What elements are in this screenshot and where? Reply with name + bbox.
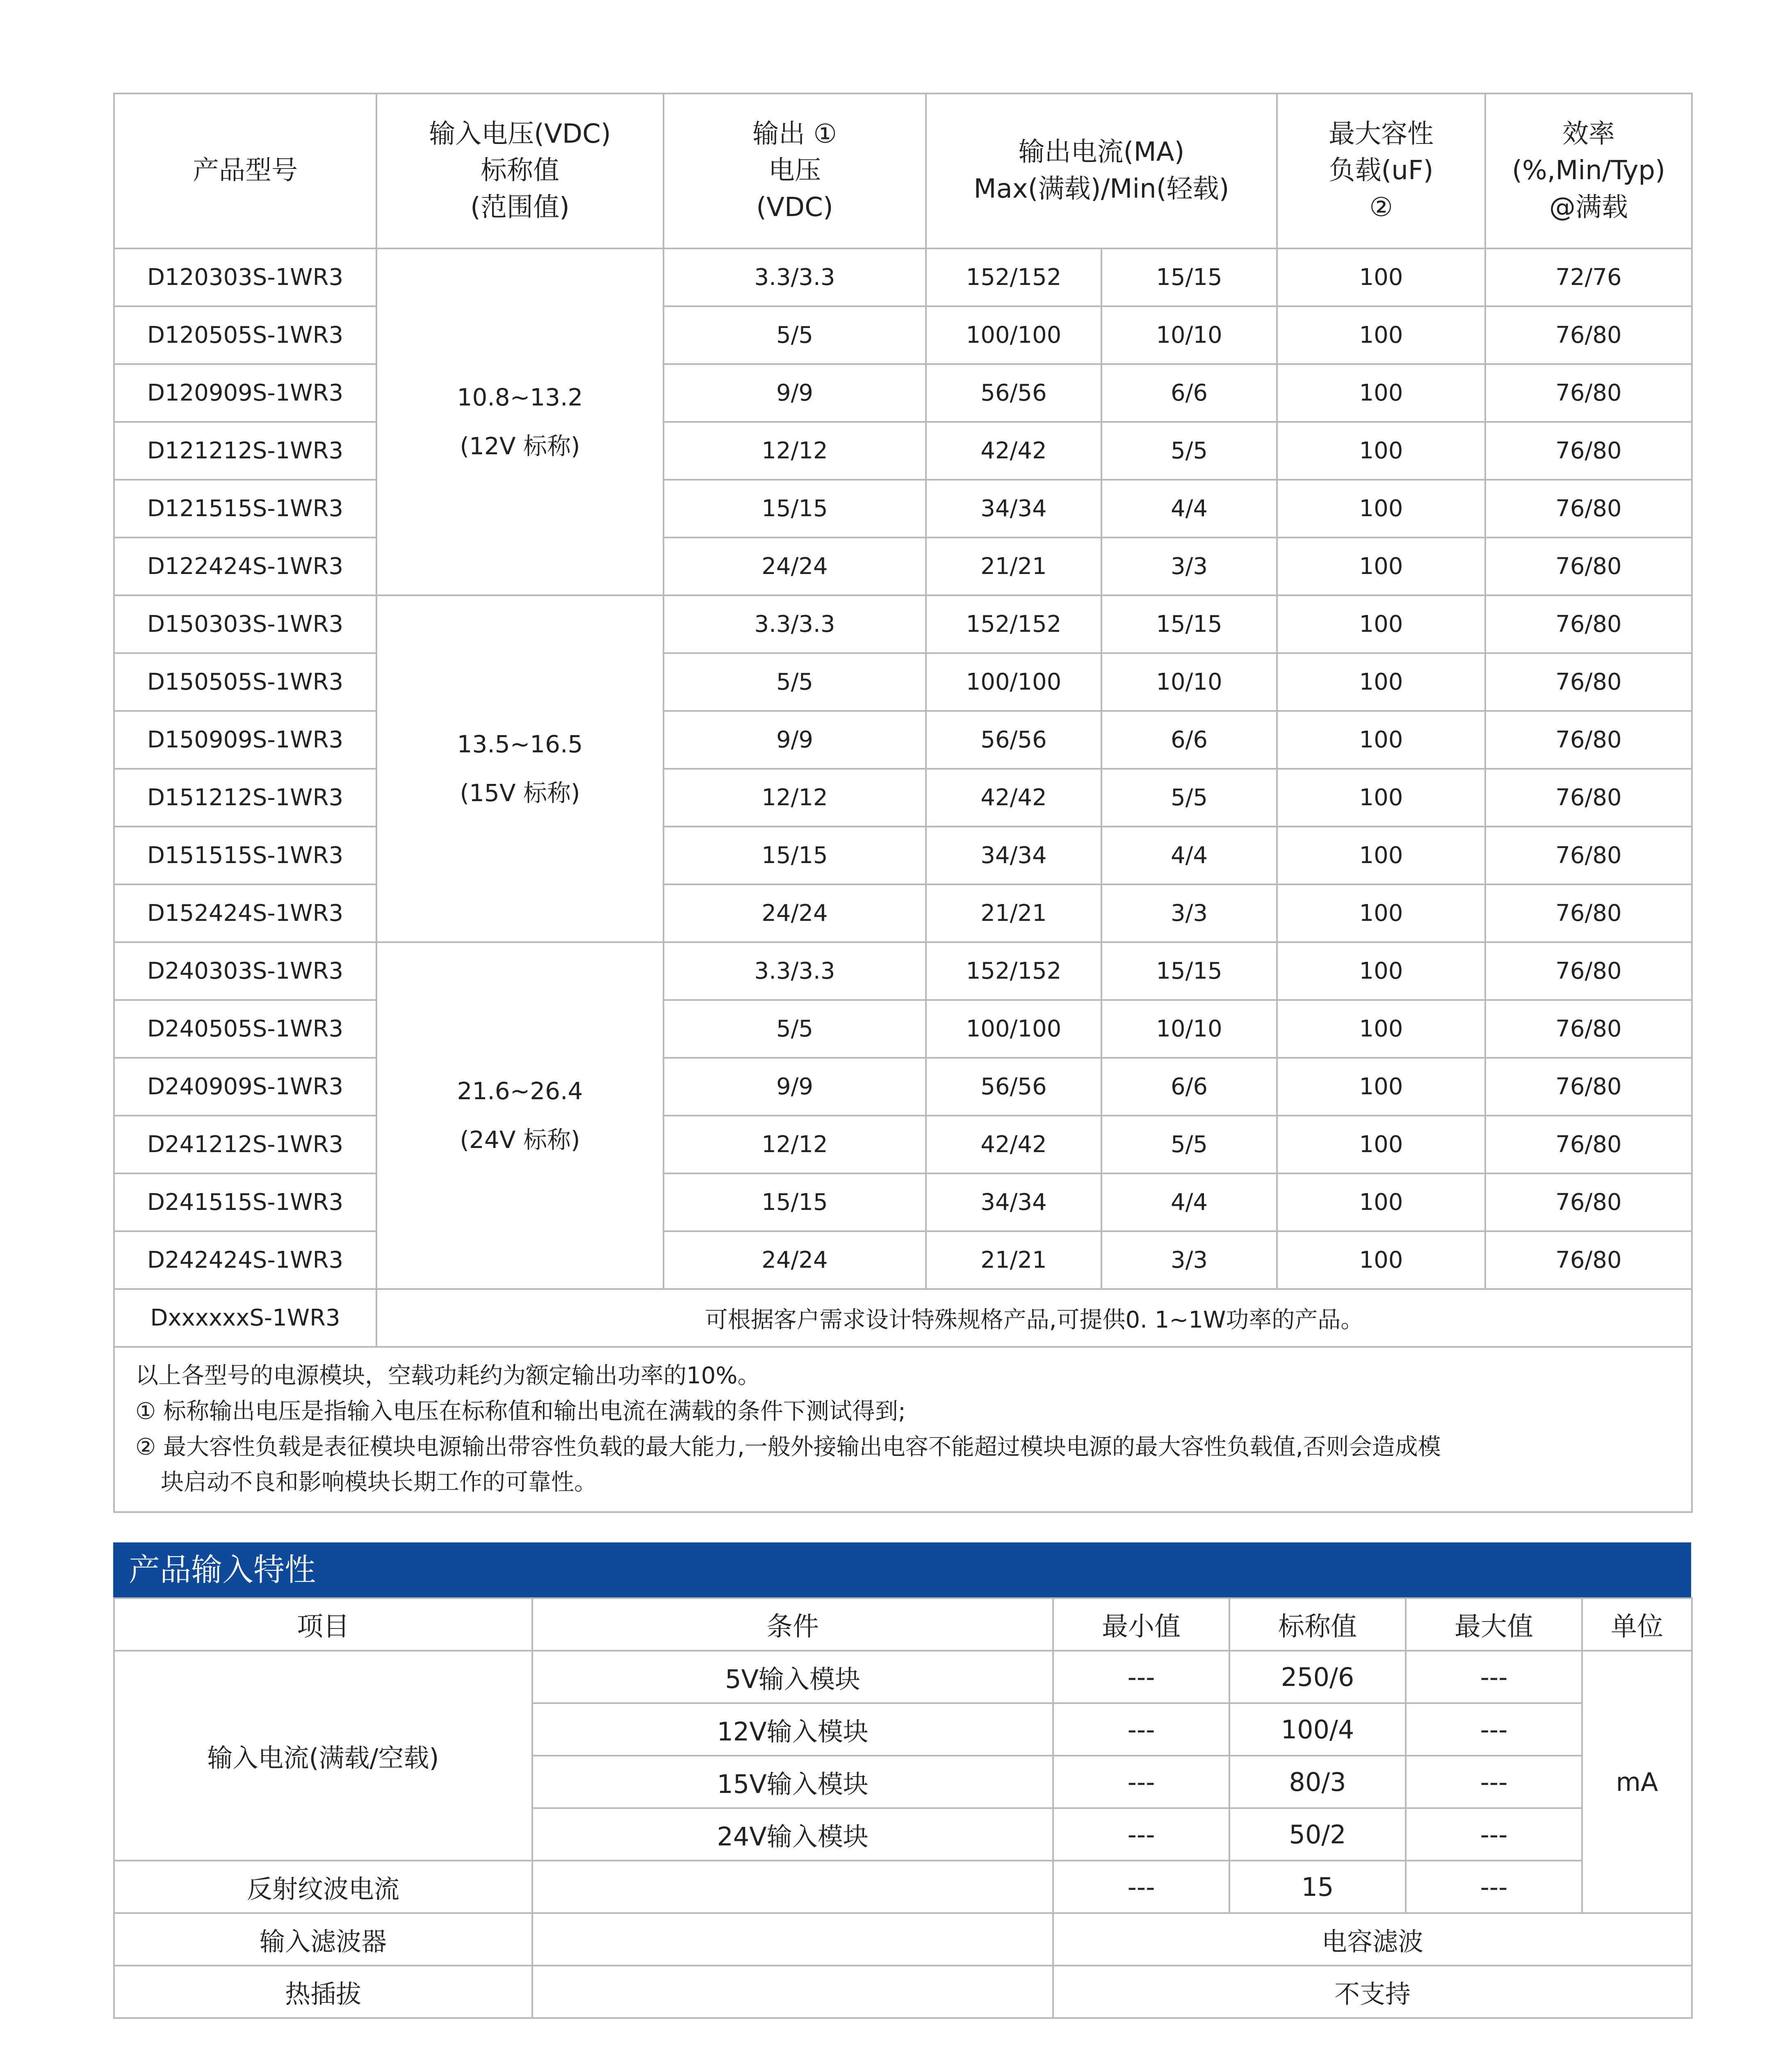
max-cap-load-cell: 100 — [1277, 306, 1485, 364]
table-row — [114, 1861, 1692, 1913]
table-row — [114, 1058, 1692, 1116]
table-row — [114, 769, 1692, 827]
output-voltage-cell: 5/5 — [663, 653, 926, 711]
condition-cell: 15V输入模块 — [532, 1756, 1053, 1808]
output-current-min-cell: 10/10 — [1101, 306, 1277, 364]
input-range-cell: 13.5~16.5 (15V 标称) — [376, 595, 663, 942]
max-cap-load-cell: 100 — [1277, 1000, 1485, 1058]
max-cell: --- — [1406, 1808, 1582, 1861]
input-characteristics-table — [113, 1597, 1693, 2019]
output-current-max-cell: 100/100 — [926, 653, 1101, 711]
input-range-cell: 10.8~13.2 (12V 标称) — [376, 248, 663, 595]
footnote-general: 以上各型号的电源模块，空载功耗约为额定输出功率的10%。 — [135, 1362, 761, 1389]
model-number-cell: D240909S-1WR3 — [114, 1058, 376, 1116]
nom-cell: 250/6 — [1229, 1651, 1406, 1703]
nom-cell: 15 — [1229, 1861, 1406, 1913]
efficiency-cell: 76/80 — [1485, 595, 1692, 653]
efficiency-cell: 76/80 — [1485, 1116, 1692, 1173]
output-current-max-cell: 21/21 — [926, 1231, 1101, 1289]
output-current-max-cell: 34/34 — [926, 480, 1101, 538]
efficiency-cell: 76/80 — [1485, 422, 1692, 480]
header-efficiency: 效率 (%,Min/Typ) @满载 — [1485, 93, 1692, 248]
max-cap-load-cell: 100 — [1277, 248, 1485, 306]
output-current-max-cell: 42/42 — [926, 769, 1101, 827]
min-cell: --- — [1053, 1651, 1229, 1703]
output-current-max-cell: 100/100 — [926, 1000, 1101, 1058]
max-cap-load-cell: 100 — [1277, 480, 1485, 538]
output-current-min-cell: 3/3 — [1101, 884, 1277, 942]
efficiency-cell: 76/80 — [1485, 653, 1692, 711]
output-current-max-cell: 34/34 — [926, 1173, 1101, 1231]
header-output-voltage: 输出 ① 电压 (VDC) — [663, 93, 926, 248]
max-cell: --- — [1406, 1651, 1582, 1703]
max-cap-load-cell: 100 — [1277, 1058, 1485, 1116]
custom-model-note: 可根据客户需求设计特殊规格产品,可提供0. 1~1W功率的产品。 — [376, 1289, 1692, 1347]
output-current-min-cell: 10/10 — [1101, 653, 1277, 711]
model-number-cell: D120303S-1WR3 — [114, 248, 376, 306]
footnotes-row — [114, 1347, 1692, 1512]
footnotes-cell — [114, 1347, 1692, 1512]
table-row — [114, 942, 1692, 1000]
min-cell: --- — [1053, 1756, 1229, 1808]
table-row — [114, 595, 1692, 653]
efficiency-cell: 76/80 — [1485, 769, 1692, 827]
efficiency-cell: 76/80 — [1485, 480, 1692, 538]
max-cap-load-cell: 100 — [1277, 364, 1485, 422]
efficiency-cell: 76/80 — [1485, 538, 1692, 595]
min-cell: --- — [1053, 1861, 1229, 1913]
output-voltage-cell: 3.3/3.3 — [663, 248, 926, 306]
output-current-max-cell: 21/21 — [926, 538, 1101, 595]
output-voltage-cell: 9/9 — [663, 364, 926, 422]
table-row — [114, 480, 1692, 538]
model-spec-table — [113, 93, 1693, 1513]
footnote-1: ① 标称输出电压是指输入电压在标称值和输出电流在满载的条件下测试得到; — [135, 1398, 906, 1425]
max-cap-load-cell: 100 — [1277, 653, 1485, 711]
input-current-label: 输入电流(满载/空载) — [114, 1651, 532, 1861]
header-input-voltage: 输入电压(VDC) 标称值 (范围值) — [376, 93, 663, 248]
output-current-min-cell: 15/15 — [1101, 248, 1277, 306]
condition-cell: 24V输入模块 — [532, 1808, 1053, 1861]
output-voltage-cell: 15/15 — [663, 827, 926, 884]
output-current-min-cell: 10/10 — [1101, 1000, 1277, 1058]
output-current-max-cell: 152/152 — [926, 248, 1101, 306]
input-section-title: 产品输入特性 — [113, 1542, 1691, 1597]
output-voltage-cell: 12/12 — [663, 422, 926, 480]
max-cell: --- — [1406, 1861, 1582, 1913]
max-cap-load-cell: 100 — [1277, 1173, 1485, 1231]
max-cap-load-cell: 100 — [1277, 769, 1485, 827]
efficiency-cell: 76/80 — [1485, 711, 1692, 769]
custom-model-cell: DxxxxxxS-1WR3 — [114, 1289, 376, 1347]
model-number-cell: D121212S-1WR3 — [114, 422, 376, 480]
input-header-max: 最大值 — [1406, 1598, 1582, 1651]
header-output-current: 输出电流(MA) Max(满载)/Min(轻载) — [926, 93, 1277, 248]
condition-cell: 12V输入模块 — [532, 1703, 1053, 1756]
model-table-header-row — [114, 93, 1692, 248]
input-header-min: 最小值 — [1053, 1598, 1229, 1651]
nom-cell: 50/2 — [1229, 1808, 1406, 1861]
model-number-cell: D241212S-1WR3 — [114, 1116, 376, 1173]
output-current-min-cell: 5/5 — [1101, 1116, 1277, 1173]
condition-cell — [532, 1861, 1053, 1913]
table-row — [114, 364, 1692, 422]
output-current-max-cell: 56/56 — [926, 364, 1101, 422]
model-number-cell: D242424S-1WR3 — [114, 1231, 376, 1289]
model-number-cell: D150909S-1WR3 — [114, 711, 376, 769]
table-row — [114, 538, 1692, 595]
model-number-cell: D121515S-1WR3 — [114, 480, 376, 538]
output-voltage-cell: 12/12 — [663, 769, 926, 827]
filter-label: 输入滤波器 — [114, 1913, 532, 1966]
input-range-cell: 21.6~26.4 (24V 标称) — [376, 942, 663, 1289]
output-current-min-cell: 4/4 — [1101, 480, 1277, 538]
output-current-min-cell: 15/15 — [1101, 942, 1277, 1000]
max-cap-load-cell: 100 — [1277, 827, 1485, 884]
max-cap-load-cell: 100 — [1277, 711, 1485, 769]
output-voltage-cell: 12/12 — [663, 1116, 926, 1173]
custom-model-row — [114, 1289, 1692, 1347]
output-current-min-cell: 3/3 — [1101, 538, 1277, 595]
efficiency-cell: 76/80 — [1485, 1173, 1692, 1231]
condition-cell: 5V输入模块 — [532, 1651, 1053, 1703]
min-cell: --- — [1053, 1808, 1229, 1861]
hotplug-label: 热插拔 — [114, 1966, 532, 2018]
min-cell: --- — [1053, 1703, 1229, 1756]
output-voltage-cell: 9/9 — [663, 1058, 926, 1116]
table-row — [114, 1966, 1692, 2018]
efficiency-cell: 76/80 — [1485, 1000, 1692, 1058]
max-cap-load-cell: 100 — [1277, 884, 1485, 942]
model-number-cell: D151515S-1WR3 — [114, 827, 376, 884]
max-cap-load-cell: 100 — [1277, 595, 1485, 653]
output-voltage-cell: 24/24 — [663, 884, 926, 942]
table-row — [114, 1000, 1692, 1058]
condition-cell — [532, 1913, 1053, 1966]
output-current-max-cell: 100/100 — [926, 306, 1101, 364]
efficiency-cell: 76/80 — [1485, 884, 1692, 942]
output-current-max-cell: 34/34 — [926, 827, 1101, 884]
table-row — [114, 827, 1692, 884]
output-current-min-cell: 3/3 — [1101, 1231, 1277, 1289]
footnote-2: ② 最大容性负载是表征模块电源输出带容性负载的最大能力,一般外接输出电容不能超过模块电源的最大容性负载值,否则会造成模 — [135, 1433, 1441, 1460]
table-row — [114, 711, 1692, 769]
model-number-cell: D120909S-1WR3 — [114, 364, 376, 422]
table-row — [114, 1231, 1692, 1289]
efficiency-cell: 76/80 — [1485, 827, 1692, 884]
table-row — [114, 1116, 1692, 1173]
output-current-max-cell: 152/152 — [926, 595, 1101, 653]
header-max-cap-load: 最大容性 负载(uF) ② — [1277, 93, 1485, 248]
model-number-cell: D120505S-1WR3 — [114, 306, 376, 364]
model-number-cell: D240303S-1WR3 — [114, 942, 376, 1000]
input-header-condition: 条件 — [532, 1598, 1053, 1651]
condition-cell — [532, 1966, 1053, 2018]
output-voltage-cell: 15/15 — [663, 480, 926, 538]
output-current-min-cell: 4/4 — [1101, 1173, 1277, 1231]
output-current-max-cell: 42/42 — [926, 422, 1101, 480]
input-header-unit: 单位 — [1582, 1598, 1692, 1651]
model-number-cell: D240505S-1WR3 — [114, 1000, 376, 1058]
input-header-item: 项目 — [114, 1598, 532, 1651]
model-number-cell: D151212S-1WR3 — [114, 769, 376, 827]
table-row — [114, 884, 1692, 942]
table-row — [114, 306, 1692, 364]
output-voltage-cell: 24/24 — [663, 1231, 926, 1289]
efficiency-cell: 76/80 — [1485, 1058, 1692, 1116]
ripple-label: 反射纹波电流 — [114, 1861, 532, 1913]
model-number-cell: D241515S-1WR3 — [114, 1173, 376, 1231]
output-current-max-cell: 42/42 — [926, 1116, 1101, 1173]
nom-cell: 100/4 — [1229, 1703, 1406, 1756]
model-number-cell: D150505S-1WR3 — [114, 653, 376, 711]
output-current-max-cell: 152/152 — [926, 942, 1101, 1000]
output-voltage-cell: 5/5 — [663, 306, 926, 364]
max-cap-load-cell: 100 — [1277, 1231, 1485, 1289]
output-voltage-cell: 24/24 — [663, 538, 926, 595]
max-cell: --- — [1406, 1703, 1582, 1756]
efficiency-cell: 76/80 — [1485, 942, 1692, 1000]
model-number-cell: D122424S-1WR3 — [114, 538, 376, 595]
model-number-cell: D152424S-1WR3 — [114, 884, 376, 942]
max-cap-load-cell: 100 — [1277, 942, 1485, 1000]
table-row — [114, 422, 1692, 480]
input-header-nom: 标称值 — [1229, 1598, 1406, 1651]
efficiency-cell: 76/80 — [1485, 1231, 1692, 1289]
output-current-min-cell: 15/15 — [1101, 595, 1277, 653]
efficiency-cell: 72/76 — [1485, 248, 1692, 306]
table-row — [114, 1913, 1692, 1966]
output-voltage-cell: 5/5 — [663, 1000, 926, 1058]
model-number-cell: D150303S-1WR3 — [114, 595, 376, 653]
table-row — [114, 1651, 1692, 1703]
model-table-body — [114, 248, 1692, 1512]
output-current-min-cell: 4/4 — [1101, 827, 1277, 884]
output-voltage-cell: 15/15 — [663, 1173, 926, 1231]
max-cap-load-cell: 100 — [1277, 1116, 1485, 1173]
output-current-min-cell: 6/6 — [1101, 711, 1277, 769]
output-current-max-cell: 56/56 — [926, 1058, 1101, 1116]
table-row — [114, 1173, 1692, 1231]
hotplug-value: 不支持 — [1053, 1966, 1692, 2018]
output-current-min-cell: 6/6 — [1101, 1058, 1277, 1116]
table-row — [114, 653, 1692, 711]
efficiency-cell: 76/80 — [1485, 306, 1692, 364]
filter-value: 电容滤波 — [1053, 1913, 1692, 1966]
output-current-min-cell: 6/6 — [1101, 364, 1277, 422]
output-current-max-cell: 56/56 — [926, 711, 1101, 769]
max-cell: --- — [1406, 1756, 1582, 1808]
output-current-min-cell: 5/5 — [1101, 769, 1277, 827]
max-cap-load-cell: 100 — [1277, 538, 1485, 595]
output-voltage-cell: 3.3/3.3 — [663, 942, 926, 1000]
max-cap-load-cell: 100 — [1277, 422, 1485, 480]
output-current-max-cell: 21/21 — [926, 884, 1101, 942]
nom-cell: 80/3 — [1229, 1756, 1406, 1808]
efficiency-cell: 76/80 — [1485, 364, 1692, 422]
footnote-2-continued: 块启动不良和影响模块长期工作的可靠性。 — [161, 1469, 597, 1496]
header-model: 产品型号 — [114, 93, 376, 248]
unit-cell: mA — [1582, 1651, 1692, 1913]
output-voltage-cell: 3.3/3.3 — [663, 595, 926, 653]
output-voltage-cell: 9/9 — [663, 711, 926, 769]
input-table-header-row — [114, 1598, 1692, 1651]
table-row — [114, 248, 1692, 306]
output-current-min-cell: 5/5 — [1101, 422, 1277, 480]
